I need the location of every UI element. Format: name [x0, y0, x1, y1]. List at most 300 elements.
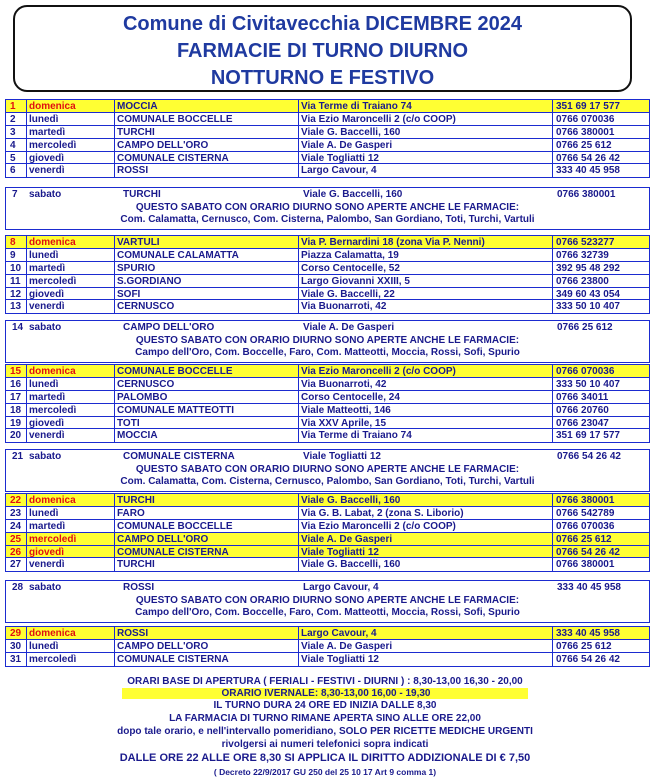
column-divider [552, 494, 553, 506]
day-number: 9 [10, 249, 16, 261]
pharmacy-phone: 0766 32739 [556, 249, 609, 261]
column-divider [114, 365, 115, 377]
schedule-row [6, 546, 649, 559]
column-divider [114, 520, 115, 532]
pharmacy-name: TURCHI [123, 189, 161, 200]
pharmacy-address: Viale Togliatti 12 [301, 152, 379, 164]
pharmacy-address: Corso Centocelle, 52 [301, 262, 400, 274]
weekday: domenica [29, 495, 76, 506]
day-number: 30 [10, 640, 22, 652]
column-divider [298, 391, 299, 403]
schedule-row [6, 533, 649, 546]
weekday: domenica [29, 237, 76, 248]
weekday: giovedì [29, 546, 65, 558]
weekday: sabato [29, 189, 62, 200]
column-divider [552, 164, 553, 177]
column-divider [26, 546, 27, 558]
pharmacy-address: Viale G. Baccelli, 160 [301, 495, 401, 506]
pharmacy-name: COMUNALE BOCCELLE [117, 520, 233, 532]
pharmacy-phone: 349 60 43 054 [556, 288, 620, 300]
pharmacy-address: Viale Togliatti 12 [301, 653, 379, 665]
column-divider [26, 494, 27, 506]
pharmacy-name: COMUNALE CISTERNA [117, 653, 229, 665]
weekday: martedì [29, 126, 66, 138]
day-number: 10 [10, 262, 22, 274]
column-divider [552, 262, 553, 274]
column-divider [26, 404, 27, 416]
pharmacy-name: CAMPO DELL'ORO [117, 139, 209, 151]
pharmacy-phone: 0766 54 26 42 [556, 152, 620, 164]
pharmacy-name: MOCCIA [117, 101, 158, 112]
column-divider [552, 152, 553, 164]
pharmacy-phone: 333 40 45 958 [556, 165, 620, 177]
pharmacy-phone: 0766 070036 [556, 520, 615, 532]
weekday: giovedì [29, 288, 65, 300]
column-divider [26, 164, 27, 177]
saturday-open-list: Com. Calamatta, Com. Cisterna, Cernusco, Palombo, San Gordiano, Toti, Turchi, Vartuli [120, 476, 535, 487]
column-divider [552, 417, 553, 429]
pharmacy-address: Largo Cavour, 4 [303, 582, 379, 593]
day-number: 27 [10, 559, 22, 571]
pharmacy-address: Viale Togliatti 12 [301, 546, 379, 558]
page-header [13, 5, 632, 92]
column-divider [114, 139, 115, 151]
week-block [5, 99, 650, 178]
pharmacy-phone: 351 69 17 577 [556, 430, 620, 442]
day-number: 14 [12, 322, 24, 333]
saturday-row [6, 581, 649, 595]
pharmacy-name: COMUNALE CISTERNA [117, 152, 229, 164]
day-number: 21 [12, 451, 24, 462]
header-subtitle: FARMACIE DI TURNO DIURNO [176, 40, 469, 62]
column-divider [114, 627, 115, 639]
pharmacy-name: COMUNALE MATTEOTTI [117, 404, 235, 416]
day-number: 25 [10, 533, 22, 545]
pharmacy-name: FARO [117, 507, 145, 519]
pharmacy-address: Viale A. De Gasperi [301, 139, 393, 151]
header-title: Comune di Civitavecchia DICEMBRE 2024 [122, 13, 522, 35]
column-divider [552, 546, 553, 558]
pharmacy-name: CAMPO DELL'ORO [123, 322, 215, 333]
weekday: giovedì [29, 417, 65, 429]
week-block [5, 626, 650, 667]
column-divider [114, 300, 115, 313]
pharmacy-address: Via Buonarroti, 42 [301, 378, 387, 390]
schedule-row [6, 417, 649, 430]
column-divider [552, 627, 553, 639]
pharmacy-address: Viale A. De Gasperi [301, 533, 393, 545]
weekday: martedì [29, 391, 66, 403]
column-divider [552, 300, 553, 313]
schedule-row [6, 236, 649, 249]
phone-note: rivolgersi ai numeri telefonici sopra indicati [221, 739, 429, 750]
column-divider [298, 558, 299, 571]
schedule-row [6, 507, 649, 520]
column-divider [114, 100, 115, 112]
pharmacy-phone: 0766 54 26 42 [556, 546, 620, 558]
pharmacy-name: CERNUSCO [117, 378, 175, 390]
pharmacy-name: TOTI [117, 417, 140, 429]
column-divider [26, 236, 27, 248]
pharmacy-phone: 0766 25 612 [557, 322, 613, 333]
pharmacy-phone: 0766 25 612 [556, 533, 612, 545]
column-divider [298, 417, 299, 429]
day-number: 16 [10, 378, 22, 390]
column-divider [298, 365, 299, 377]
column-divider [114, 152, 115, 164]
column-divider [26, 653, 27, 666]
schedule-row [6, 249, 649, 262]
pharmacy-name: COMUNALE BOCCELLE [117, 366, 233, 377]
column-divider [26, 288, 27, 300]
column-divider [26, 533, 27, 545]
column-divider [298, 249, 299, 261]
column-divider [298, 236, 299, 248]
pharmacy-phone: 0766 23800 [556, 275, 609, 287]
day-number: 7 [12, 189, 18, 200]
weekday: mercoledì [29, 653, 77, 665]
column-divider [114, 533, 115, 545]
urgent-note: dopo tale orario, e nell'intervallo pomeridiano, SOLO PER RICETTE MEDICHE URGENTI [117, 726, 533, 737]
weekday: lunedì [29, 378, 59, 390]
weekday: martedì [29, 262, 66, 274]
weekday: mercoledì [29, 404, 77, 416]
column-divider [298, 653, 299, 666]
day-number: 13 [10, 301, 22, 313]
column-divider [26, 627, 27, 639]
saturday-block [5, 449, 650, 492]
column-divider [114, 653, 115, 666]
pharmacy-phone: 333 50 10 407 [556, 378, 620, 390]
pharmacy-address: Viale G. Baccelli, 160 [301, 559, 401, 571]
schedule-row [6, 139, 649, 152]
pharmacy-name: ROSSI [117, 628, 149, 639]
schedule-row [6, 640, 649, 653]
column-divider [552, 520, 553, 532]
column-divider [298, 152, 299, 164]
day-number: 2 [10, 113, 16, 125]
column-divider [298, 627, 299, 639]
saturday-block [5, 187, 650, 230]
column-divider [552, 640, 553, 652]
column-divider [298, 262, 299, 274]
pharmacy-phone: 0766 380001 [556, 559, 615, 571]
column-divider [552, 378, 553, 390]
column-divider [552, 100, 553, 112]
schedule-row [6, 275, 649, 288]
pharmacy-address: Viale G. Baccelli, 160 [303, 189, 403, 200]
weekday: mercoledì [29, 139, 77, 151]
pharmacy-name: SOFI [117, 288, 141, 300]
pharmacy-phone: 0766 54 26 42 [556, 653, 620, 665]
pharmacy-phone: 0766 523277 [556, 237, 615, 248]
schedule-row [6, 113, 649, 126]
weekday: mercoledì [29, 533, 77, 545]
pharmacy-phone: 0766 380001 [556, 126, 615, 138]
pharmacy-name: TURCHI [117, 495, 155, 506]
day-number: 26 [10, 546, 22, 558]
weekday: sabato [29, 322, 62, 333]
pharmacy-phone: 333 40 45 958 [557, 582, 621, 593]
column-divider [552, 429, 553, 442]
column-divider [552, 113, 553, 125]
day-number: 19 [10, 417, 22, 429]
column-divider [26, 558, 27, 571]
pharmacy-phone: 0766 380001 [557, 189, 616, 200]
saturday-note: QUESTO SABATO CON ORARIO DIURNO SONO APERTE ANCHE LE FARMACIE: [135, 335, 520, 346]
pharmacy-name: COMUNALE CALAMATTA [117, 249, 239, 261]
pharmacy-address: Viale A. De Gasperi [303, 322, 395, 333]
column-divider [298, 507, 299, 519]
schedule-row [6, 300, 649, 313]
schedule-row [6, 494, 649, 507]
saturday-row [6, 188, 649, 202]
column-divider [26, 507, 27, 519]
column-divider [298, 139, 299, 151]
pharmacy-address: Via Terme di Traiano 74 [301, 430, 412, 442]
pharmacy-address: Via Ezio Maroncelli 2 (c/o COOP) [301, 520, 456, 532]
saturday-open-list: Campo dell'Oro, Com. Boccelle, Faro, Com. Matteotti, Moccia, Rossi, Sofi, Spurio [135, 347, 520, 358]
day-number: 24 [10, 520, 22, 532]
column-divider [26, 100, 27, 112]
pharmacy-name: S.GORDIANO [117, 275, 182, 287]
column-divider [552, 275, 553, 287]
saturday-row [6, 450, 649, 464]
column-divider [114, 404, 115, 416]
pharmacy-address: Via Ezio Maroncelli 2 (c/o COOP) [301, 366, 456, 377]
pharmacy-name: PALOMBO [117, 391, 168, 403]
day-number: 6 [10, 165, 16, 177]
weekday: domenica [29, 366, 76, 377]
weekday: martedì [29, 520, 66, 532]
pharmacy-address: Largo Cavour, 4 [301, 628, 377, 639]
pharmacy-address: Viale A. De Gasperi [301, 640, 393, 652]
column-divider [26, 429, 27, 442]
shift-duration: IL TURNO DURA 24 ORE ED INIZIA DALLE 8,30 [213, 700, 437, 711]
weekday: mercoledì [29, 275, 77, 287]
pharmacy-address: Viale G. Baccelli, 160 [301, 126, 401, 138]
column-divider [298, 520, 299, 532]
pharmacy-name: VARTULI [117, 237, 160, 248]
column-divider [298, 404, 299, 416]
column-divider [298, 164, 299, 177]
pharmacy-phone: 0766 070036 [556, 113, 615, 125]
column-divider [298, 533, 299, 545]
column-divider [298, 113, 299, 125]
pharmacy-address: Corso Centocelle, 24 [301, 391, 400, 403]
pharmacy-phone: 0766 25 612 [556, 640, 612, 652]
column-divider [552, 653, 553, 666]
weekday: sabato [29, 582, 62, 593]
weekday: lunedì [29, 249, 59, 261]
day-number: 4 [10, 139, 16, 151]
saturday-block [5, 320, 650, 363]
weekday: lunedì [29, 507, 59, 519]
column-divider [114, 546, 115, 558]
pharmacy-address: Viale G. Baccelli, 22 [301, 288, 395, 300]
schedule-row [6, 152, 649, 165]
column-divider [298, 429, 299, 442]
pharmacy-phone: 0766 542789 [556, 507, 615, 519]
opening-hours: ORARI BASE DI APERTURA ( FERIALI - FESTIVI - DIURNI ) : 8,30-13,00 16,30 - 20,00 [127, 676, 523, 687]
column-divider [552, 249, 553, 261]
day-number: 22 [10, 495, 22, 506]
column-divider [552, 404, 553, 416]
column-divider [114, 558, 115, 571]
pharmacy-name: COMUNALE CISTERNA [117, 546, 229, 558]
column-divider [114, 378, 115, 390]
weekday: domenica [29, 101, 76, 112]
column-divider [114, 126, 115, 138]
pharmacy-phone: 0766 20760 [556, 404, 609, 416]
weekday: venerdì [29, 165, 65, 177]
column-divider [26, 249, 27, 261]
day-number: 18 [10, 404, 22, 416]
column-divider [114, 262, 115, 274]
pharmacy-address: Via Buonarroti, 42 [301, 301, 387, 313]
saturday-open-list: Campo dell'Oro, Com. Boccelle, Faro, Com. Matteotti, Moccia, Rossi, Sofi, Spurio [135, 607, 520, 618]
column-divider [26, 139, 27, 151]
column-divider [114, 288, 115, 300]
schedule-row [6, 391, 649, 404]
saturday-row [6, 321, 649, 335]
column-divider [26, 152, 27, 164]
column-divider [26, 275, 27, 287]
day-number: 8 [10, 237, 16, 248]
saturday-open-list: Com. Calamatta, Cernusco, Com. Cisterna, Palombo, San Gordiano, Toti, Turchi, Vartuli [120, 214, 535, 225]
column-divider [552, 365, 553, 377]
winter-hours: ORARIO IVERNALE: 8,30-13,00 16,00 - 19,30 [122, 688, 529, 699]
day-number: 5 [10, 152, 16, 164]
pharmacy-phone: 0766 25 612 [556, 139, 612, 151]
column-divider [114, 164, 115, 177]
pharmacy-name: CAMPO DELL'ORO [117, 533, 209, 545]
column-divider [298, 100, 299, 112]
shift-closing: LA FARMACIA DI TURNO RIMANE APERTA SINO ALLE ORE 22,00 [169, 713, 481, 724]
schedule-row [6, 520, 649, 533]
schedule-row [6, 126, 649, 139]
pharmacy-phone: 0766 54 26 42 [557, 451, 621, 462]
weekday: venerdì [29, 430, 65, 442]
schedule-row [6, 164, 649, 177]
day-number: 15 [10, 366, 22, 377]
week-block [5, 235, 650, 314]
pharmacy-phone: 333 40 45 958 [556, 628, 620, 639]
weekday: lunedì [29, 113, 59, 125]
pharmacy-address: Via Ezio Maroncelli 2 (c/o COOP) [301, 113, 456, 125]
column-divider [552, 533, 553, 545]
pharmacy-name: SPURIO [117, 262, 156, 274]
pharmacy-address: Piazza Calamatta, 19 [301, 249, 399, 261]
column-divider [26, 520, 27, 532]
pharmacy-phone: 0766 34011 [556, 391, 609, 403]
column-divider [26, 391, 27, 403]
schedule-row [6, 100, 649, 113]
day-number: 29 [10, 628, 22, 639]
column-divider [114, 494, 115, 506]
column-divider [552, 236, 553, 248]
pharmacy-phone: 0766 070036 [556, 366, 615, 377]
pharmacy-name: ROSSI [123, 582, 155, 593]
saturday-note: QUESTO SABATO CON ORARIO DIURNO SONO APERTE ANCHE LE FARMACIE: [135, 464, 520, 475]
pharmacy-address: Via Terme di Traiano 74 [301, 101, 412, 112]
pharmacy-address: Largo Giovanni XXIII, 5 [301, 275, 410, 287]
pharmacy-name: TURCHI [117, 559, 155, 571]
day-number: 11 [10, 275, 21, 287]
column-divider [114, 275, 115, 287]
weekday: domenica [29, 628, 76, 639]
schedule-row [6, 558, 649, 571]
column-divider [26, 417, 27, 429]
day-number: 17 [10, 391, 22, 403]
weekday: giovedì [29, 152, 65, 164]
schedule-row [6, 429, 649, 442]
column-divider [114, 507, 115, 519]
column-divider [26, 262, 27, 274]
column-divider [114, 391, 115, 403]
column-divider [552, 139, 553, 151]
column-divider [552, 288, 553, 300]
weekday: sabato [29, 451, 62, 462]
column-divider [552, 507, 553, 519]
pharmacy-phone: 392 95 48 292 [556, 262, 620, 274]
column-divider [26, 640, 27, 652]
saturday-note: QUESTO SABATO CON ORARIO DIURNO SONO APERTE ANCHE LE FARMACIE: [135, 202, 520, 213]
column-divider [298, 378, 299, 390]
column-divider [114, 249, 115, 261]
column-divider [114, 429, 115, 442]
schedule-row [6, 365, 649, 378]
pharmacy-address: Via P. Bernardini 18 (zona Via P. Nenni) [301, 237, 485, 248]
schedule-row [6, 288, 649, 301]
header-subtitle-2: NOTTURNO E FESTIVO [210, 67, 435, 89]
pharmacy-phone: 0766 23047 [556, 417, 609, 429]
day-number: 31 [10, 653, 22, 665]
pharmacy-name: COMUNALE BOCCELLE [117, 113, 233, 125]
surcharge-note: DALLE ORE 22 ALLE ORE 8,30 SI APPLICA IL DIRITTO ADDIZIONALE DI € 7,50 [119, 752, 531, 764]
day-number: 23 [10, 507, 22, 519]
column-divider [298, 126, 299, 138]
pharmacy-name: TURCHI [117, 126, 155, 138]
column-divider [298, 275, 299, 287]
pharmacy-address: Largo Cavour, 4 [301, 165, 377, 177]
column-divider [114, 236, 115, 248]
pharmacy-phone: 351 69 17 577 [556, 101, 620, 112]
pharmacy-phone: 333 50 10 407 [556, 301, 620, 313]
column-divider [114, 113, 115, 125]
schedule-row [6, 262, 649, 275]
pharmacy-address: Viale Togliatti 12 [303, 451, 381, 462]
column-divider [26, 113, 27, 125]
pharmacy-name: MOCCIA [117, 430, 158, 442]
column-divider [26, 365, 27, 377]
pharmacy-name: ROSSI [117, 165, 149, 177]
pharmacy-address: Viale Matteotti, 146 [301, 404, 391, 416]
week-block [5, 493, 650, 572]
column-divider [552, 391, 553, 403]
column-divider [298, 300, 299, 313]
day-number: 20 [10, 430, 22, 442]
column-divider [552, 126, 553, 138]
column-divider [298, 494, 299, 506]
day-number: 28 [12, 582, 24, 593]
pharmacy-address: Via XXV Aprile, 15 [301, 417, 387, 429]
column-divider [298, 288, 299, 300]
weekday: lunedì [29, 640, 59, 652]
day-number: 3 [10, 126, 16, 138]
saturday-block [5, 580, 650, 623]
day-number: 12 [10, 288, 22, 300]
